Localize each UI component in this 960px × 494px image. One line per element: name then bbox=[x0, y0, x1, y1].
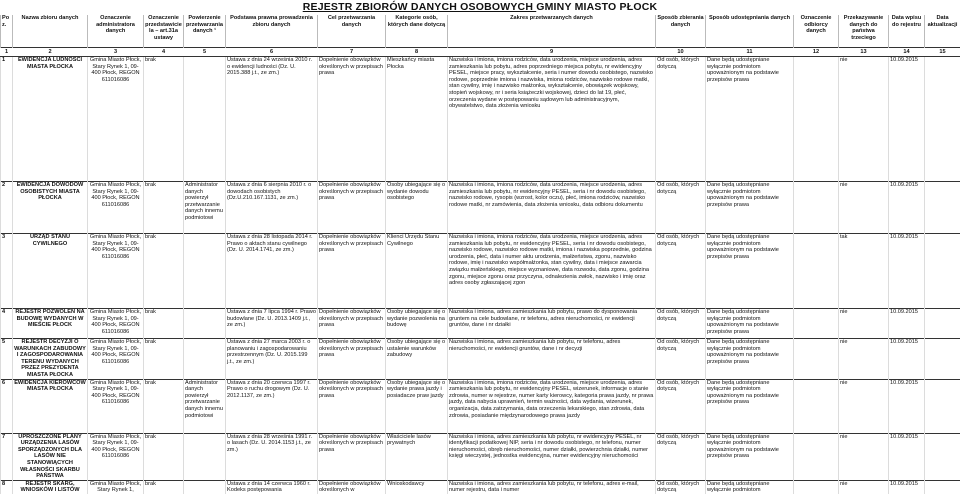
person-categories: Klienci Urzędu Stanu Cywilnego bbox=[386, 234, 448, 309]
update-date bbox=[925, 309, 960, 339]
third-country-transfer: tak bbox=[839, 234, 889, 309]
processing-purpose: Dopełnienie obowiązków określonych w przepisach prawa bbox=[318, 309, 386, 339]
data-scope: Nazwiska i imiona, adres zamieszkania lub pobytu, prawo do dysponowania gruntem na cele budowlane, nr telefonu, adres nieruchomości, nr ewidencji gruntów, dane i nr działki bbox=[448, 309, 656, 339]
third-country-transfer: nie bbox=[839, 57, 889, 182]
sharing-method: Dane będą udostępniane wyłącznie podmiotom upoważnionym na podstawie przepisów prawa bbox=[706, 57, 794, 182]
person-categories: Właściciele lasów prywatnych bbox=[386, 433, 448, 480]
header-cell: Oznaczenie administratora danych bbox=[88, 15, 144, 48]
header-cell: Oznaczenie przedstawiciela – art.31a ustawy bbox=[144, 15, 184, 48]
dataset-name: UPROSZCZONE PLANY URZĄDZENIA LASÓW SPORZĄDZONYCH DLA LASÓW NIE STANOWIĄCYCH WŁASNOŚCI SKARBU PAŃSTWA bbox=[13, 433, 88, 480]
collection-method: Od osób, których dotyczą bbox=[656, 234, 706, 309]
page-title bbox=[0, 0, 960, 14]
column-number: 15 bbox=[925, 48, 960, 57]
data-scope: Nazwiska i imiona, adres zamieszkania lub pobytu, nr ewidencyjny PESEL, nr identyfikacji podatkowej NIP, seria i nr dowodu osobistego, nr telefonu, numer nieruchomości, obręb nieruchomości, numer działki, powierzchnia działki, numer księgi wieczystej, jednostka ewidencyjna, numer ewidencyjny nieruchomości bbox=[448, 433, 656, 480]
legal-basis: Ustawa z dnia 7 lipca 1994 r. Prawo budowlane (Dz. U. 2013.1409 j.t., ze zm.) bbox=[226, 309, 318, 339]
entrustment bbox=[184, 480, 226, 494]
sharing-method: Dane będą udostępniane wyłącznie podmiotom upoważnionym na podstawie przepisów prawa bbox=[706, 182, 794, 234]
processing-purpose: Dopełnienie obowiązków określonych w przepisach prawa bbox=[318, 234, 386, 309]
entry-date: 10.09.2015 bbox=[889, 339, 925, 380]
collection-method: Od osób, których dotyczą bbox=[656, 182, 706, 234]
representative: brak bbox=[144, 379, 184, 433]
table-row bbox=[1, 339, 960, 380]
table-row bbox=[1, 234, 960, 309]
processing-purpose: Dopełnienie obowiązków określonych w przepisach prawa bbox=[318, 379, 386, 433]
column-number: 9 bbox=[448, 48, 656, 57]
update-date bbox=[925, 57, 960, 182]
data-scope: Nazwiska i imiona, imiona rodziców, data urodzenia, miejsce urodzenia, adres zamieszkania lub pobytu, nr ewidencyjny PESEL, seria i nr dowodu osobistego, nazwisko rodowe, rysopis (wzrost, kolor oczu), płeć, imiona rodziców, nazwisko rodowe matki, nr zamówienia, data złożenia wniosku, data odbioru dokumentu bbox=[448, 182, 656, 234]
dataset-name: REJESTR SKARG, WNIOSKÓW I LISTÓW bbox=[13, 480, 88, 494]
recipient bbox=[794, 339, 839, 380]
collection-method: Od osób, których dotyczą bbox=[656, 339, 706, 380]
update-date bbox=[925, 339, 960, 380]
table-row bbox=[1, 309, 960, 339]
header-cell: Sposób udostępniania danych bbox=[706, 15, 794, 48]
recipient bbox=[794, 309, 839, 339]
row-number: 7 bbox=[1, 433, 13, 480]
column-number: 8 bbox=[386, 48, 448, 57]
update-date bbox=[925, 182, 960, 234]
table-row bbox=[1, 379, 960, 433]
third-country-transfer: nie bbox=[839, 182, 889, 234]
administrator: Gmina Miasto Płock, Stary Rynek 1, 09-400 Płock, REGON 611016086 bbox=[88, 309, 144, 339]
dataset-name: EWIDENCJA LUDNOŚCI MIASTA PŁOCKA bbox=[13, 57, 88, 182]
dataset-name: EWIDENCJA KIEROWCÓW MIASTA PŁOCKA bbox=[13, 379, 88, 433]
sharing-method: Dane będą udostępniane wyłącznie podmiotom upoważnionym na podstawie przepisów prawa bbox=[706, 309, 794, 339]
update-date bbox=[925, 433, 960, 480]
recipient bbox=[794, 433, 839, 480]
entry-date: 10.09.2015 bbox=[889, 57, 925, 182]
entrustment: Administrator danych powierzył przetwarzanie danych innemu podmiotowi bbox=[184, 379, 226, 433]
processing-purpose: Dopełnienie obowiązków określonych w przepisach prawa bbox=[318, 182, 386, 234]
entry-date: 10.09.2015 bbox=[889, 309, 925, 339]
representative: brak bbox=[144, 57, 184, 182]
collection-method: Od osób, których dotyczą bbox=[656, 309, 706, 339]
recipient bbox=[794, 182, 839, 234]
header-cell: Data aktualizacji bbox=[925, 15, 960, 48]
third-country-transfer: nie bbox=[839, 309, 889, 339]
header-cell: Przekazywanie danych do państwa trzeciego bbox=[839, 15, 889, 48]
legal-basis: Ustawa z dnia 28 listopada 2014 r. Prawo o aktach stanu cywilnego (Dz. U. 2014.1741, ze zm.) bbox=[226, 234, 318, 309]
legal-basis: Ustawa z dnia 27 marca 2003 r. o planowaniu i zagospodarowaniu przestrzennym (Dz. U. 2015.199 j.t., ze zm.) bbox=[226, 339, 318, 380]
entrustment bbox=[184, 57, 226, 182]
entry-date: 10.09.2015 bbox=[889, 433, 925, 480]
header-cell: Zakres przetwarzanych danych bbox=[448, 15, 656, 48]
entrustment bbox=[184, 433, 226, 480]
administrator: Gmina Miasto Płock, Stary Rynek 1, 09-400 Płock, REGON 611016086 bbox=[88, 234, 144, 309]
header-cell: Poz. bbox=[1, 15, 13, 48]
title-main: REJESTR ZBIORÓW DANYCH OSOBOWYCH bbox=[303, 1, 537, 13]
column-number: 4 bbox=[144, 48, 184, 57]
third-country-transfer: nie bbox=[839, 480, 889, 494]
person-categories: Osoby ubiegające się o wydanie pozwolenia na budowę bbox=[386, 309, 448, 339]
table-row bbox=[1, 57, 960, 182]
column-number: 10 bbox=[656, 48, 706, 57]
dataset-name: EWIDENCJA DOWODÓW OSOBISTYCH MIASTA PŁOCKA bbox=[13, 182, 88, 234]
sharing-method: Dane będą udostępniane wyłącznie podmiotom upoważnionym na podstawie przepisów prawa bbox=[706, 379, 794, 433]
entry-date: 10.09.2015 bbox=[889, 234, 925, 309]
update-date bbox=[925, 379, 960, 433]
administrator: Gmina Miasto Płock, Stary Rynek 1, 09-400 Płock, REGON 611016086 bbox=[88, 433, 144, 480]
sharing-method: Dane będą udostępniane wyłącznie podmiotom upoważnionym na podstawie przepisów prawa bbox=[706, 433, 794, 480]
entrustment: Administrator danych powierzył przetwarzanie danych innemu podmiotowi bbox=[184, 182, 226, 234]
column-number: 3 bbox=[88, 48, 144, 57]
column-number: 7 bbox=[318, 48, 386, 57]
recipient bbox=[794, 379, 839, 433]
collection-method: Od osób, których dotyczą bbox=[656, 433, 706, 480]
legal-basis: Ustawa z dnia 6 sierpnia 2010 r. o dowodach osobistych (Dz.U.210.167.1131, ze zm.) bbox=[226, 182, 318, 234]
third-country-transfer: nie bbox=[839, 433, 889, 480]
legal-basis: Ustawa z dnia 14 czerwca 1960 r. Kodeks postępowania bbox=[226, 480, 318, 494]
row-number: 5 bbox=[1, 339, 13, 380]
header-cell: Sposób zbierania danych bbox=[656, 15, 706, 48]
register-table bbox=[0, 15, 960, 494]
header-cell: Cel przetwarzania danych bbox=[318, 15, 386, 48]
row-number: 1 bbox=[1, 57, 13, 182]
column-number: 5 bbox=[184, 48, 226, 57]
data-scope: Nazwiska i imiona, imiona rodziców, data urodzenia, miejsce urodzenia, adres zamieszkania lub pobytu, nr ewidencyjny PESEL, wizerunek, informacje o stanie zdrowia, numer w rejestrze, numer karty kierowcy, kategoria prawa jazdy, nr prawa jazdy, data nabycia uprawnień, termin ważności, data wydania, wizerunek, organizacja, data zatrzymania, data orzeczenia lekarskiego, stan zdrowia, data zdrowia, posiadanie międzynarodowego prawa jazdy bbox=[448, 379, 656, 433]
collection-method: Od osób, których dotyczą bbox=[656, 57, 706, 182]
entry-date: 10.09.2015 bbox=[889, 182, 925, 234]
third-country-transfer: nie bbox=[839, 379, 889, 433]
sharing-method: Dane będą udostępniane wyłącznie podmiotom bbox=[706, 480, 794, 494]
entrustment bbox=[184, 309, 226, 339]
header-cell: Data wpisu do rejestru bbox=[889, 15, 925, 48]
column-number: 14 bbox=[889, 48, 925, 57]
legal-basis: Ustawa z dnia 28 września 1991 r. o lasach (Dz. U. 2014.1153 j.t., ze zm.) bbox=[226, 433, 318, 480]
table-row bbox=[1, 182, 960, 234]
row-number: 8 bbox=[1, 480, 13, 494]
collection-method: Od osób, których dotyczą bbox=[656, 480, 706, 494]
column-number: 13 bbox=[839, 48, 889, 57]
entrustment bbox=[184, 339, 226, 380]
recipient bbox=[794, 57, 839, 182]
table-row bbox=[1, 480, 960, 494]
administrator: Gmina Miasto Płock, Stary Rynek 1, bbox=[88, 480, 144, 494]
person-categories: Wnioskodawcy bbox=[386, 480, 448, 494]
recipient bbox=[794, 480, 839, 494]
row-number: 2 bbox=[1, 182, 13, 234]
processing-purpose: Dopełnienie obowiązków określonych w przepisach prawa bbox=[318, 433, 386, 480]
row-number: 4 bbox=[1, 309, 13, 339]
representative: brak bbox=[144, 234, 184, 309]
column-number: 11 bbox=[706, 48, 794, 57]
collection-method: Od osób, których dotyczą bbox=[656, 379, 706, 433]
update-date bbox=[925, 480, 960, 494]
data-scope: Nazwiska i imiona, adres zamieszkania lub pobytu, nr telefonu, adres e-mail, numer rejestru, data i numer bbox=[448, 480, 656, 494]
person-categories: Osoby ubiegające się o wydanie prawa jazdy i posiadacze praw jazdy bbox=[386, 379, 448, 433]
administrator: Gmina Miasto Płock, Stary Rynek 1, 09-400 Płock, REGON 611016086 bbox=[88, 379, 144, 433]
entry-date: 10.09.2015 bbox=[889, 480, 925, 494]
legal-basis: Ustawa z dnia 24 września 2010 r. o ewidencji ludności (Dz. U. 2015.388 j.t., ze zm.) bbox=[226, 57, 318, 182]
sharing-method: Dane będą udostępniane wyłącznie podmiotom upoważnionym na podstawie przepisów prawa bbox=[706, 339, 794, 380]
header-row bbox=[1, 15, 960, 48]
third-country-transfer: nie bbox=[839, 339, 889, 380]
processing-purpose: Dopełnienie obowiązków określonych w bbox=[318, 480, 386, 494]
column-number: 6 bbox=[226, 48, 318, 57]
header-cell: Kategorie osób, których dane dotyczą bbox=[386, 15, 448, 48]
row-number: 3 bbox=[1, 234, 13, 309]
person-categories: Osoby ubiegające się o ustalenie warunków zabudowy bbox=[386, 339, 448, 380]
representative: brak bbox=[144, 339, 184, 380]
administrator: Gmina Miasto Płock, Stary Rynek 1, 09-400 Płock, REGON 611016086 bbox=[88, 339, 144, 380]
representative: brak bbox=[144, 433, 184, 480]
header-cell: Oznaczenie odbiorcy danych bbox=[794, 15, 839, 48]
column-number: 1 bbox=[1, 48, 13, 57]
table-row bbox=[1, 433, 960, 480]
column-number: 2 bbox=[13, 48, 88, 57]
data-scope: Nazwiska i imiona, imiona rodziców, data urodzenia, miejsce urodzenia, adres zamieszkania lub pobytu, adres poprzedniego miejsca pobytu, nr ewidencyjny PESEL, miejsce pracy, wykształcenie, seria i numer dowodu osobistego, nazwisko rodowe, poprzednie imiona i nazwiska, imiona rodziców, nazwisko rodowe matki, stan cywilny, imię i nazwisko małżonka, wykształcenie, obowiązek wojskowy, stopień wojskowy, nr i seria książeczki wojskowej, dzieci do lat 19, płeć, orzeczenia wydane w postępowaniu sądowym lub administracyjnym, obywatelstwo, data złożenia wniosku bbox=[448, 57, 656, 182]
header-cell: Powierzenie przetwarzania danych ¹ bbox=[184, 15, 226, 48]
person-categories: Osoby ubiegające się o wydanie dowodu osobistego bbox=[386, 182, 448, 234]
column-number: 12 bbox=[794, 48, 839, 57]
representative: brak bbox=[144, 182, 184, 234]
sharing-method: Dane będą udostępniane wyłącznie podmiotom upoważnionym na podstawie przepisów prawa bbox=[706, 234, 794, 309]
update-date bbox=[925, 234, 960, 309]
title-municipality: GMINY MIASTO PŁOCK bbox=[536, 1, 657, 13]
recipient bbox=[794, 234, 839, 309]
entrustment bbox=[184, 234, 226, 309]
dataset-name: URZĄD STANU CYWILNEGO bbox=[13, 234, 88, 309]
header-cell: Podstawa prawna prowadzenia zbioru danych bbox=[226, 15, 318, 48]
processing-purpose: Dopełnienie obowiązków określonych w przepisach prawa bbox=[318, 339, 386, 380]
processing-purpose: Dopełnienie obowiązków określonych w przepisach prawa bbox=[318, 57, 386, 182]
dataset-name: REJESTR DECYZJI O WARUNKACH ZABUDOWY I ZAGOSPODAROWANIA TERENU WYDANYCH PRZEZ PREZYDENTA MIASTA PŁOCKA bbox=[13, 339, 88, 380]
header-cell: Nazwa zbioru danych bbox=[13, 15, 88, 48]
row-number: 6 bbox=[1, 379, 13, 433]
data-scope: Nazwiska i imiona, imiona rodziców, data urodzenia, miejsce urodzenia, adres zamieszkania lub pobytu, nr ewidencyjny PESEL, seria i nr dowodu osobistego, nazwisko rodowe, nazwisko rodowe matki, imiona i nazwiska poprzednie, godzina urodzenia, płeć, data i numer aktu urodzenia, małżeństwa, zgonu, nazwisko rodowe, imię i nazwisko współmałżonka, stan cywilny, data i miejsce zawarcia związku małżeńskiego, miejsce wyznaniowe, data rozwodu, data zgonu, godzina zgonu, miejsce zgonu oraz przyczyna, odnalezienia zwłok, nazwisko i imię oraz adres osoby zgłaszającej zgon bbox=[448, 234, 656, 309]
representative: brak bbox=[144, 480, 184, 494]
entry-date: 10.09.2015 bbox=[889, 379, 925, 433]
administrator: Gmina Miasto Płock, Stary Rynek 1, 09-400 Płock, REGON 611016086 bbox=[88, 182, 144, 234]
column-number-row bbox=[1, 48, 960, 57]
representative: brak bbox=[144, 309, 184, 339]
administrator: Gmina Miasto Płock, Stary Rynek 1, 09-400 Płock, REGON 611016086 bbox=[88, 57, 144, 182]
person-categories: Mieszkańcy miasta Płocka bbox=[386, 57, 448, 182]
dataset-name: REJESTR POZWOLEŃ NA BUDOWĘ WYDANYCH W MIEŚCIE PŁOCK bbox=[13, 309, 88, 339]
legal-basis: Ustawa z dnia 20 czerwca 1997 r. Prawo o ruchu drogowym (Dz. U. 2012.1137, ze zm.) bbox=[226, 379, 318, 433]
data-scope: Nazwiska i imiona, adres zamieszkania lub pobytu, nr telefonu, adres nieruchomości, nr ewidencji gruntów, dane i nr decyzji bbox=[448, 339, 656, 380]
